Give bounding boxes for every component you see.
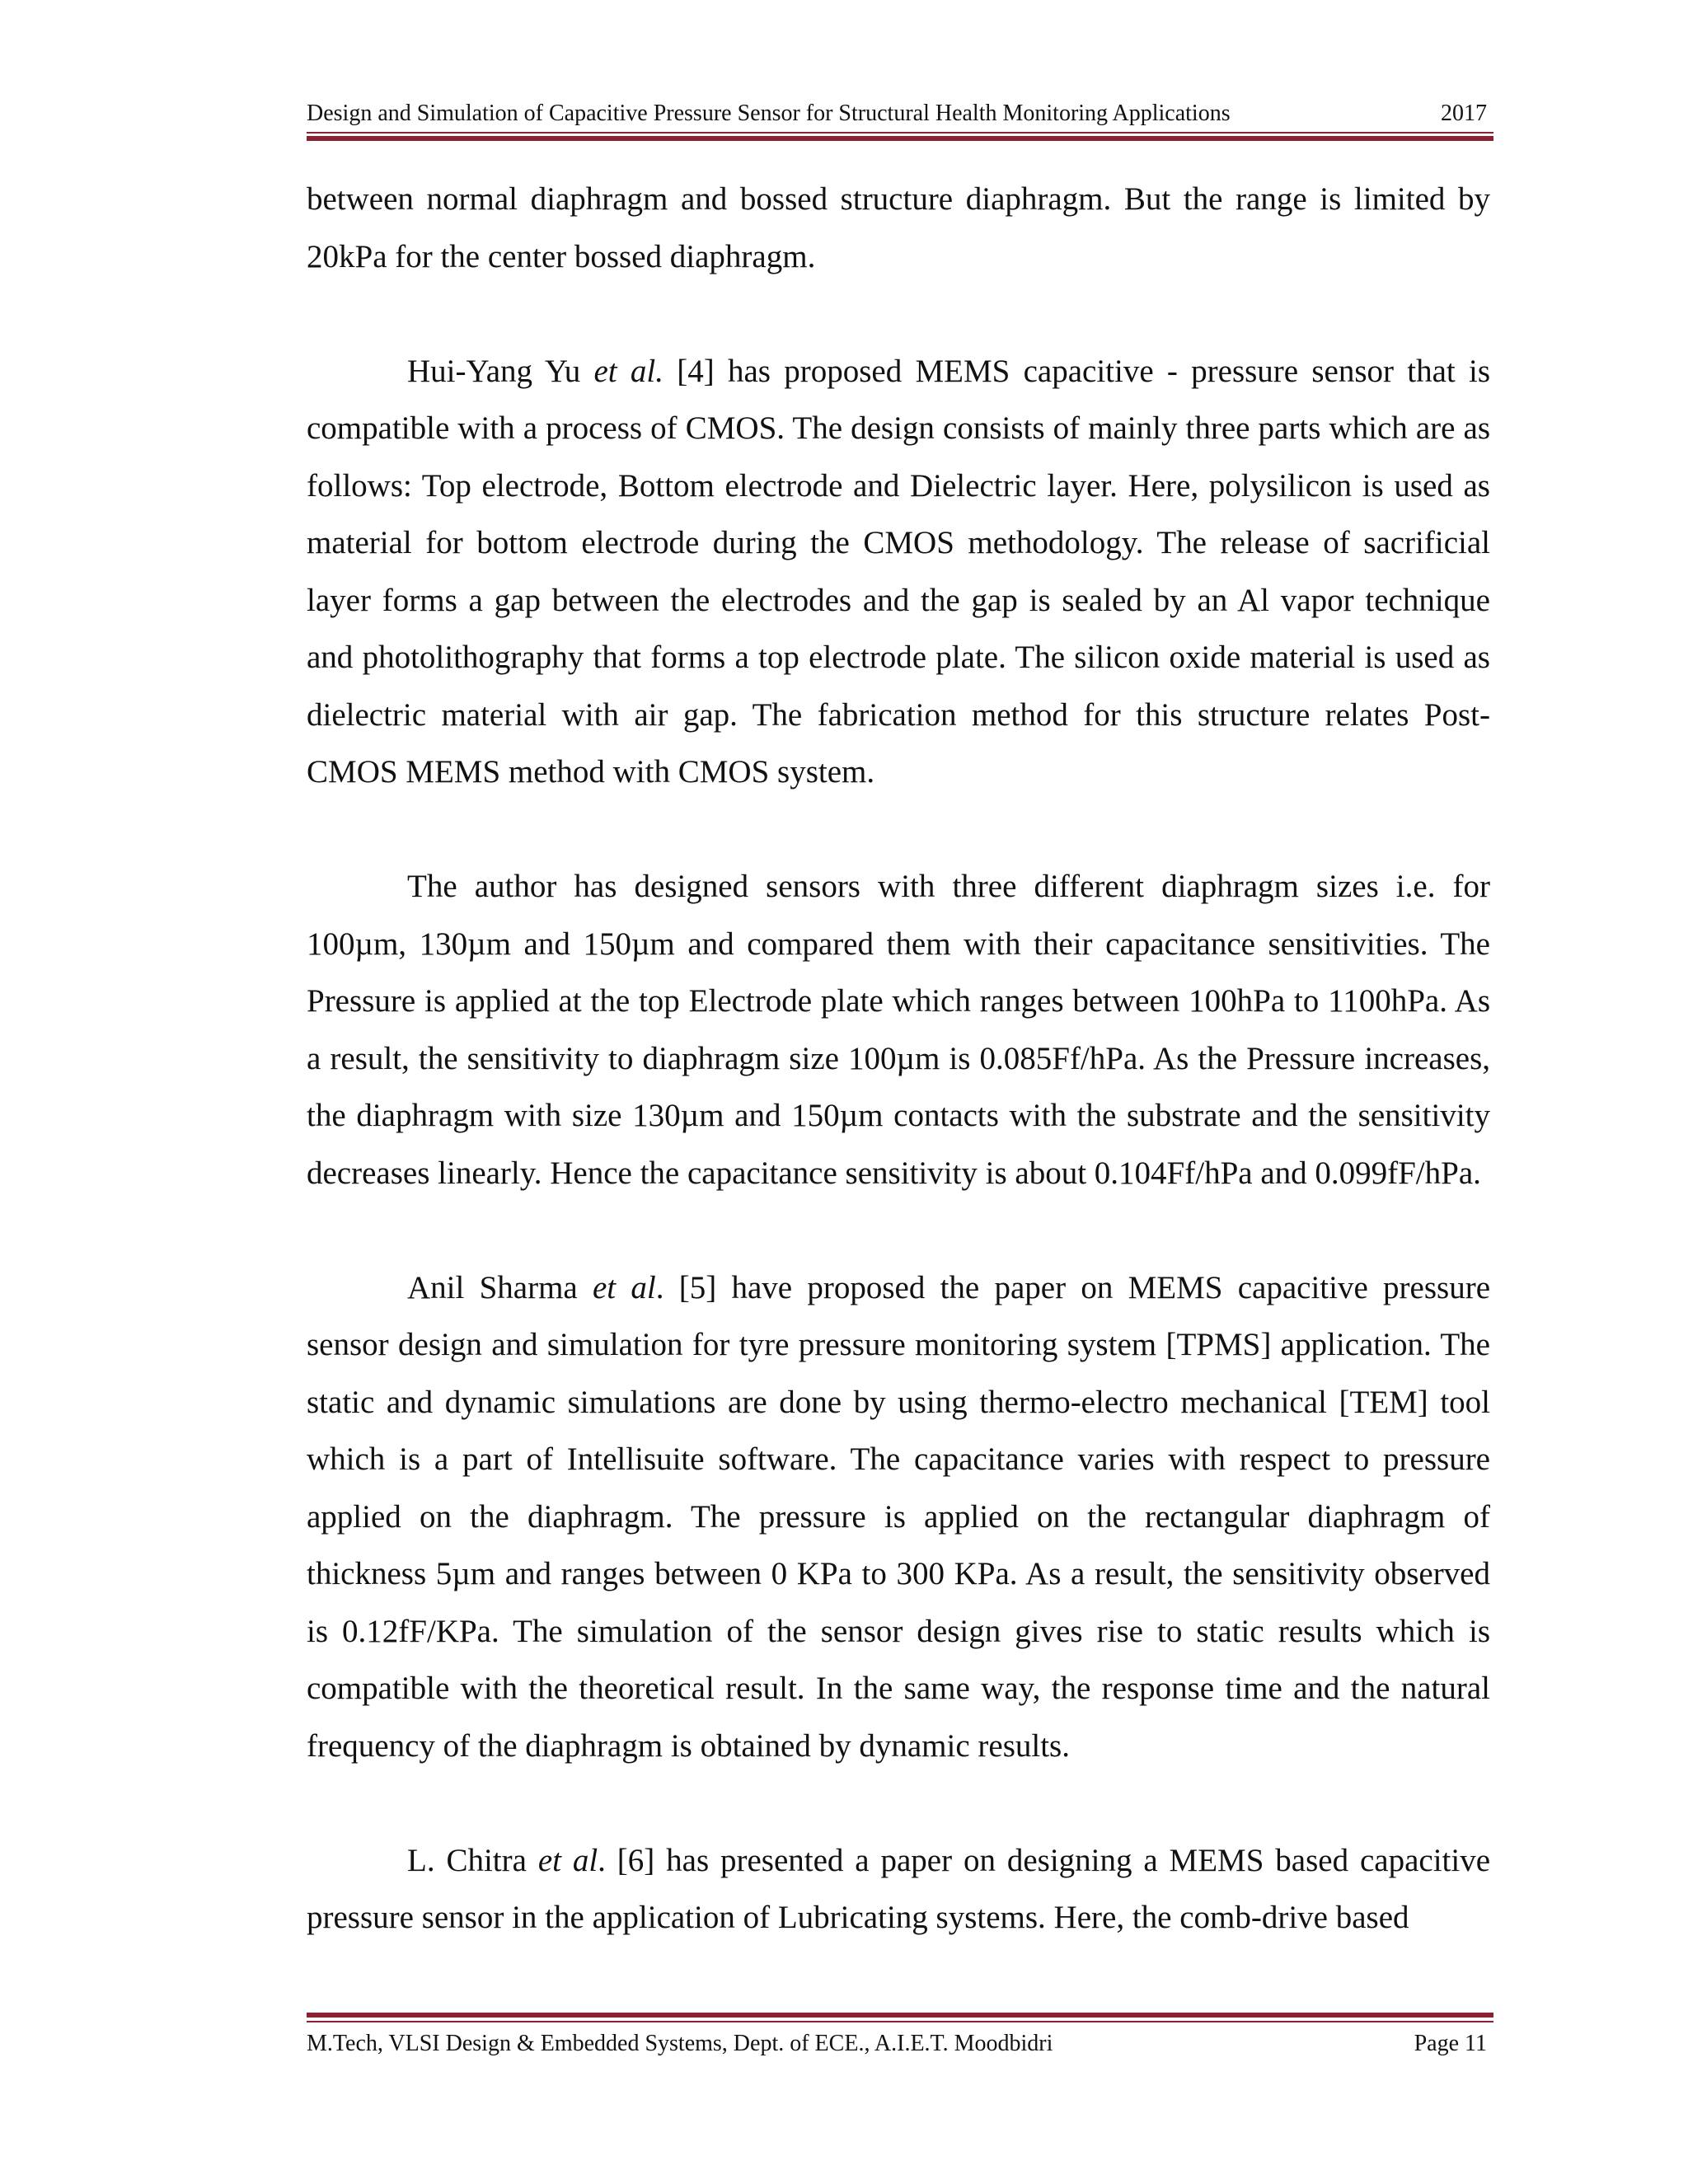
footer-page-number: Page 11 [1414,2031,1487,2056]
paragraph-text: [4] has proposed MEMS capacitive - pressure sensor that is compatible with a process of CMOS. The design consists of mainly three parts which are as follows: Top electrode, Bottom electrode and Dielectric layer. Here, polysilicon is used as material for bottom electrode during the CMOS methodology. The release of sacrificial layer forms a gap between the electrodes and the gap is sealed by an Al vapor technique and photolithography that forms a top electrode plate. The silicon oxide material is used as dielectric material with air gap. The fabrication method for this structure relates Post-CMOS MEMS method with CMOS system. [307,353,1491,790]
paragraph-text: . [6] has presented a paper on designing a MEMS based capacitive pressure sensor in the application of Lubricating systems. Here, the comb-drive based [307,1842,1491,1935]
page-header [307,97,1493,130]
paragraph-text: . [5] have proposed the paper on MEMS capacitive pressure sensor design and simulation for tyre pressure monitoring system [TPMS] application. The static and dynamic simulations are done by using thermo-electro mechanical [TEM] tool which is a part of Intellisuite software. The capacitance varies with respect to pressure applied on the diaphragm. The pressure is applied on the rectangular diaphragm of thickness 5µm and ranges between 0 KPa to 300 KPa. As a result, the sensitivity observed is 0.12fF/KPa. The simulation of the sensor design gives rise to static results which is compatible with the theoretical result. In the same way, the response time and the natural frequency of the diaphragm is obtained by dynamic results. [307,1269,1490,1764]
header-year: 2017 [1441,101,1487,126]
footer-rule-thick [307,2013,1493,2018]
header-title: Design and Simulation of Capacitive Pressure Sensor for Structural Health Monitoring Applications [307,101,1231,126]
italic-citation: et al [537,1842,598,1878]
paragraph-3 [307,858,1490,1202]
page-footer [307,2027,1493,2060]
paragraph-4 [307,1259,1490,1775]
paragraph-text: Hui-Yang Yu [407,353,594,389]
paragraph-5 [307,1832,1490,1947]
paragraph-text: between normal diaphragm and bossed structure diaphragm. But the range is limited by 20kPa for the center bossed diaphragm. [307,181,1490,274]
paragraph-2 [307,343,1490,801]
paragraph-text: The author has designed sensors with three different diaphragm sizes i.e. for 100µm, 130µm and 150µm and compared them with their capacitance sensitivities. The Pressure is applied at the top Electrode plate which ranges between 100hPa to 1100hPa. As a result, the sensitivity to diaphragm size 100µm is 0.085Ff/hPa. As the Pressure increases, the diaphragm with size 130µm and 150µm contacts with the substrate and the sensitivity decreases linearly. Hence the capacitance sensitivity is about 0.104Ff/hPa and 0.099fF/hPa. [307,869,1490,1191]
header-rule-thin [307,132,1493,134]
italic-citation: et al. [593,353,663,389]
italic-citation: et al [592,1269,656,1305]
header-rule-thick [307,136,1493,141]
paragraph-text: L. Chitra [407,1842,538,1878]
paragraph-text: Anil Sharma [407,1269,593,1305]
footer-rule-thin [307,2021,1493,2022]
footer-institution: M.Tech, VLSI Design & Embedded Systems, Dept. of ECE., A.I.E.T. Moodbidri [307,2031,1053,2056]
paragraph-1 [307,171,1490,285]
body-text [307,171,1490,1947]
